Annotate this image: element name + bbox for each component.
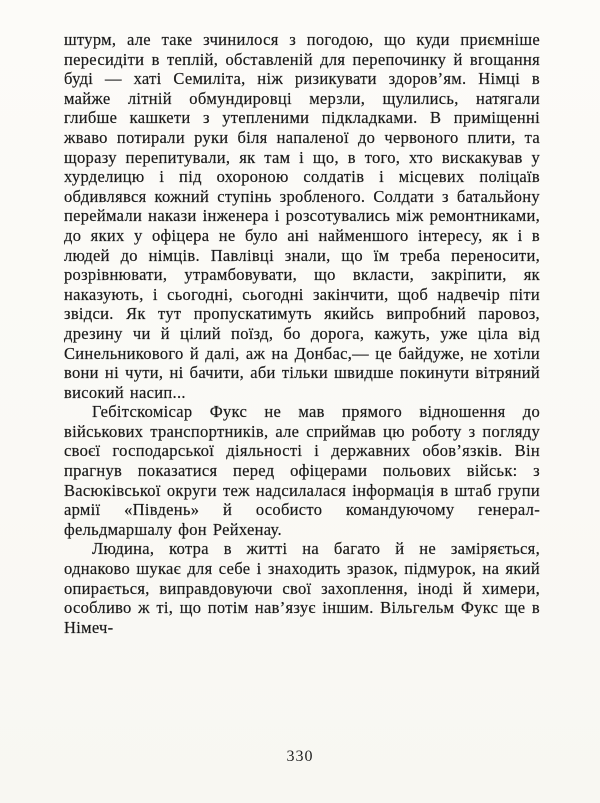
paragraph: Людина, котра в житті на багато й не заміряється, однаково шукає для себе і знаходить зразок, підмурок, на який опирається, виправдовуючи свої захоплення, іноді й химери, особливо ж ті, що потім нав’язує іншим. Вільгельм Фукс ще в Німеч- [64,539,540,637]
paragraph: Гебітскомісар Фукс не мав прямого відношення до військових транспортників, але сприймав цю роботу з погляду своєї господарської діяльності і державних обов’язків. Він прагнув показатися перед офіцерами польових військ: з Васюківської округи теж надсилалася інформація в штаб групи армії «Південь» й особисто командуючому генерал-фельдмаршалу фон Рейхенау. [64,402,540,539]
paragraph-continuation: штурм, але таке зчинилося з погодою, що куди приємніше пересидіти в теплій, обставленій для перепочинку й вгощання буді — хаті Семиліта, ніж ризикувати здоров’ям. Німці в майже літній обмундировці мерзли, щулились, натягали глибше кашкети з утепленими підкладками. В приміщенні жваво потирали руки біля напаленої до червоного плити, та щоразу перепитували, як там і що, в того, хто вискакував у хурделицю і під охороною солдатів і місцевих поліцаїв обдивлявся кожний ступінь зробленого. Солдати з батальйону переймали накази інженера і розсотувались між ремонтниками, до яких у офіцера не було ані найменшого інтересу, як і в людей до німців. Павлівці знали, що їм треба переносити, розрівнювати, утрамбовувати, що вкласти, закріпити, як наказують, і сьогодні, сьогодні закінчити, щоб надвечір піти звідси. Як тут пропускатимуть якийсь випробний паровоз, дрезину чи й цілий поїзд, бо дорога, кажуть, уже ціла від Синельникового й далі, аж на Донбас,— це байдуже, не хотіли вони ні чути, ні бачити, аби тільки швидше покинути вітряний високий насип... [64,30,540,402]
page-number: 330 [286,748,314,765]
page-text-block [64,30,540,637]
